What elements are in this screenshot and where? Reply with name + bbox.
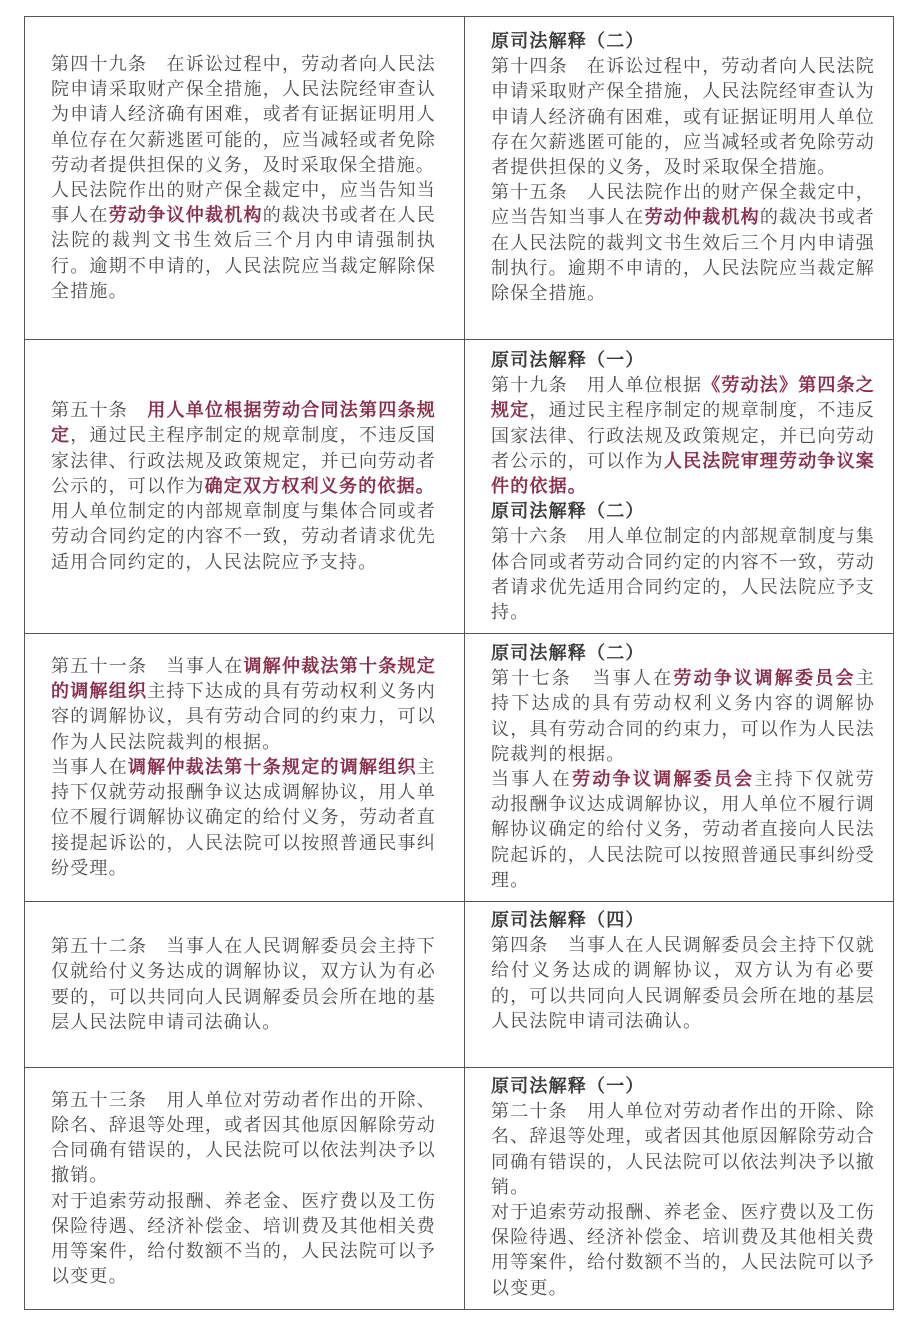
provision-paragraph (491, 666, 875, 767)
text-segment: 的裁决书或者在人民法院的裁判文书生效后三个月内申请强制执行。逾期不申请的，人民法院应当裁定解除保全措施。 (51, 205, 436, 302)
source-heading (491, 908, 875, 933)
text-segment: 第五十条 (51, 400, 148, 422)
text-segment: 主持下达成的具有劳动权利义务内容的调解协议，具有劳动合同的约束力，可以作为人民法院裁判的根据。 (491, 668, 875, 765)
highlighted-text: 劳动争议仲裁机构 (108, 205, 263, 227)
table-row (25, 634, 893, 902)
provision-paragraph (51, 398, 436, 499)
text-segment: 原司法解释（四） (491, 910, 645, 931)
text-segment: 原司法解释（二） (491, 31, 645, 52)
new-provision-cell (25, 634, 465, 901)
provision-paragraph (491, 1099, 875, 1200)
text-segment: 对于追索劳动报酬、养老金、医疗费以及工伤保险待遇、经济补偿金、培训费及其他相关费用等案件，给付数额不当的，人民法院可以予以变更。 (51, 1190, 436, 1288)
highlighted-text: 《劳动法》第四条之规定 (491, 375, 876, 422)
text-segment: 原司法解释（一） (491, 350, 645, 371)
source-heading (491, 1074, 875, 1099)
original-provision-cell (465, 1068, 893, 1309)
source-heading (491, 348, 875, 373)
table-row (25, 902, 893, 1068)
provision-paragraph (491, 524, 875, 625)
original-provision-cell (465, 634, 893, 901)
text-segment: 人民法院作出的财产保全裁定中，应当告知当事人在 (51, 180, 436, 227)
highlighted-text: 劳动争议调解委员会 (572, 769, 755, 791)
source-heading (491, 499, 875, 524)
highlighted-text: 劳动仲裁机构 (644, 207, 760, 229)
provision-paragraph (51, 1088, 436, 1189)
text-segment: 第五十一条 当事人在 (51, 656, 244, 678)
text-segment: 主持下仅就劳动报酬争议达成调解协议，用人单位不履行调解协议确定的给付义务，劳动者直接向人民法院起诉的，人民法院可以按照普通民事纠纷受理。 (491, 769, 875, 891)
highlighted-text: 劳动争议调解委员会 (673, 668, 856, 690)
provision-paragraph (491, 373, 875, 499)
highlighted-text: 用人单位根据劳动合同法第四条规定 (51, 400, 437, 447)
provision-paragraph (491, 933, 875, 1034)
text-segment: 第五十三条 用人单位对劳动者作出的开除、除名、辞退等处理，或者因其他原因解除劳动合同确有错误的，人民法院可以依法判决予以撤销。 (51, 1089, 436, 1187)
highlighted-text: 人民法院审理劳动争议案件的依据。 (491, 450, 876, 498)
highlighted-text: 确定双方权利义务的依据。 (204, 475, 436, 497)
text-segment: 第五十二条 当事人在人民调解委员会主持下仅就给付义务达成的调解协议，双方认为有必要的，可以共同向人民调解委员会所在地的基层人民法院申请司法确认。 (51, 936, 436, 1033)
text-segment: 第四条 当事人在人民调解委员会主持下仅就给付义务达成的调解协议，双方认为有必要的，可以共同向人民调解委员会所在地的基层人民法院申请司法确认。 (491, 935, 875, 1032)
provision-paragraph (51, 934, 436, 1035)
provision-paragraph (491, 180, 875, 306)
highlighted-text: 调解仲裁法第十条规定的调解组织 (128, 756, 417, 778)
new-provision-cell (25, 17, 465, 339)
text-segment: 当事人在 (491, 769, 573, 791)
text-segment: 的裁决书或者在人民法院的裁判文书生效后三个月内申请强制执行。逾期不申请的，人民法院应当裁定解除保全措施。 (491, 207, 876, 305)
text-segment: 原司法解释（二） (491, 501, 645, 523)
text-segment: 原司法解释（一） (491, 1076, 645, 1097)
provision-paragraph (51, 52, 436, 178)
text-segment: 第四十九条 在诉讼过程中，劳动者向人民法院申请采取财产保全措施，人民法院经审查认为申请人经济确有困难，或者有证据证明用人单位存在欠薪逃匿可能的，应当减轻或者免除劳动者提供担保的义务，及时采取保全措施。 (51, 53, 436, 176)
provision-paragraph (51, 499, 436, 575)
text-segment: 第十五条 人民法院作出的财产保全裁定中，应当告知当事人在 (491, 182, 875, 229)
provision-paragraph (51, 1189, 436, 1290)
text-segment: 第十六条 用人单位制定的内部规章制度与集体合同或者劳动合同约定的内容不一致，劳动者请求优先适用合同约定的，人民法院应予支持。 (491, 526, 875, 624)
table-row (25, 1068, 893, 1309)
provision-paragraph (51, 654, 436, 755)
text-segment: ，通过民主程序制定的规章制度，不违反国家法律、行政法规及政策规定，并已向劳动者公示的，可以作为 (51, 425, 436, 497)
highlighted-text: 调解仲裁法第十条规定的调解组织 (51, 656, 437, 703)
text-segment: 第十七条 当事人在 (491, 668, 674, 690)
comparison-table (24, 16, 894, 1310)
source-heading (491, 29, 875, 54)
original-provision-cell (465, 340, 893, 633)
original-provision-cell (465, 17, 893, 339)
provision-paragraph (491, 1200, 875, 1301)
text-segment: 当事人在 (51, 756, 129, 778)
table-row (25, 340, 893, 634)
original-provision-cell (465, 902, 893, 1067)
provision-paragraph (491, 54, 875, 180)
new-provision-cell (25, 1068, 465, 1309)
provision-paragraph (51, 178, 436, 304)
text-segment: 第二十条 用人单位对劳动者作出的开除、除名、辞退等处理，或者因其他原因解除劳动合同确有错误的，人民法院可以依法判决予以撤销。 (491, 1101, 875, 1198)
text-segment: 用人单位制定的内部规章制度与集体合同或者劳动合同约定的内容不一致，劳动者请求优先适用合同约定的，人民法院应予支持。 (51, 501, 436, 573)
new-provision-cell (25, 340, 465, 633)
new-provision-cell (25, 902, 465, 1067)
text-segment: 第十九条 用人单位根据 (491, 375, 703, 397)
text-segment: 对于追索劳动报酬、养老金、医疗费以及工伤保险待遇、经济补偿金、培训费及其他相关费用等案件，给付数额不当的，人民法院可以予以变更。 (491, 1202, 875, 1299)
text-segment: 第十四条 在诉讼过程中，劳动者向人民法院申请采取财产保全措施，人民法院经审查认为申请人经济确有困难，或有证据证明用人单位存在欠薪逃匿可能的，应当减轻或者免除劳动者提供担保的义务，及时采取保全措施。 (491, 56, 875, 179)
text-segment: 主持下达成的具有劳动权利义务内容的调解协议，具有劳动合同的约束力，可以作为人民法院裁判的根据。 (51, 681, 437, 753)
text-segment: 原司法解释（二） (491, 643, 645, 664)
provision-paragraph (51, 755, 436, 881)
text-segment: 主持下仅就劳动报酬争议达成调解协议，用人单位不履行调解协议确定的给付义务，劳动者直接提起诉讼的，人民法院可以按照普通民事纠纷受理。 (51, 756, 436, 879)
table-row (25, 17, 893, 340)
provision-paragraph (491, 767, 875, 893)
text-segment: ，通过民主程序制定的规章制度，不违反国家法律、行政法规及政策规定，并已向劳动者公示的，可以作为 (491, 400, 876, 472)
source-heading (491, 641, 875, 666)
